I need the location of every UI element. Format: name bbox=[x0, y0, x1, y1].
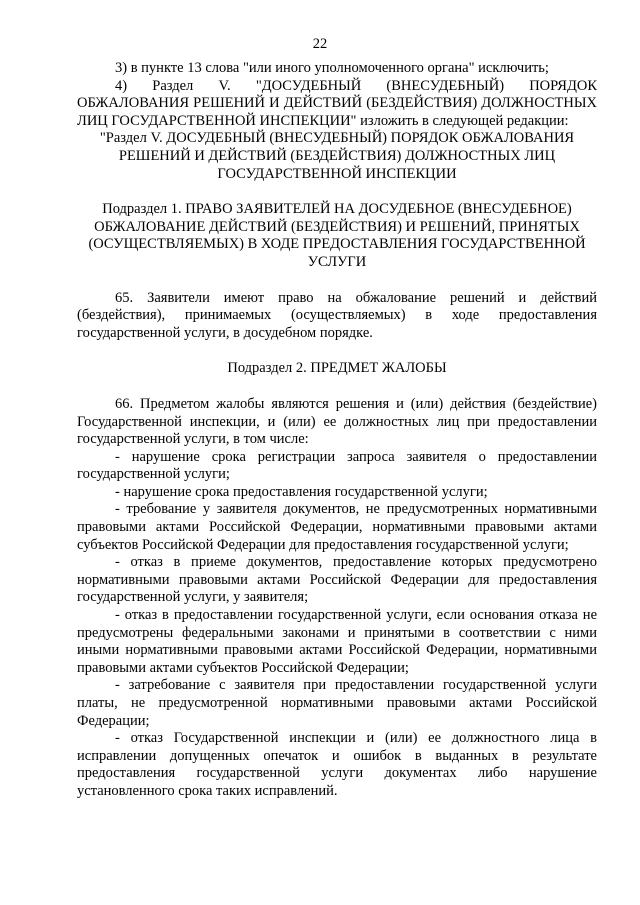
list-item: - отказ в приеме документов, предоставление которых предусмотрено нормативными правовыми актами Российской Федерации для предоставления государственной услуги, у заявителя; bbox=[77, 554, 597, 606]
list-item: - нарушение срока предоставления государственной услуги; bbox=[115, 483, 488, 500]
subsection-1-title: Подраздел 1. ПРАВО ЗАЯВИТЕЛЕЙ НА ДОСУДЕБНОЕ (ВНЕСУДЕБНОЕ) ОБЖАЛОВАНИЕ ДЕЙСТВИЙ (БЕЗДЕЙСТВИЯ) И РЕШЕНИЙ, ПРИНЯТЫХ (ОСУЩЕСТВЛЯЕМЫХ) В ХОДЕ ПРЕДОСТАВЛЕНИЯ ГОСУДАРСТВЕННОЙ УСЛУГИ bbox=[88, 201, 586, 270]
paragraph-item-4: 4) Раздел V. "ДОСУДЕБНЫЙ (ВНЕСУДЕБНЫЙ) ПОРЯДОК ОБЖАЛОВАНИЯ РЕШЕНИЙ И ДЕЙСТВИЙ (БЕЗДЕЙСТВИЯ) ДОЛЖНОСТНЫХ ЛИЦ ГОСУДАРСТВЕННОЙ ИНСПЕКЦИИ" изложить в следующей редакции: bbox=[77, 77, 597, 129]
spacer bbox=[77, 378, 597, 396]
section-title: "Раздел V. ДОСУДЕБНЫЙ (ВНЕСУДЕБНЫЙ) ПОРЯДОК ОБЖАЛОВАНИЯ РЕШЕНИЙ И ДЕЙСТВИЙ (БЕЗДЕЙСТВИЯ) ДОЛЖНОСТНЫХ ЛИЦ ГОСУДАРСТВЕННОЙ ИНСПЕКЦИИ bbox=[99, 130, 575, 182]
list-item: - требование у заявителя документов, не предусмотренных нормативными правовыми актами Российской Федерации, нормативными правовыми актами субъектов Российской Федерации для предоставления государственной услуги; bbox=[77, 501, 597, 553]
page-number: 22 bbox=[312, 36, 328, 52]
paragraph-item-3: 3) в пункте 13 слова "или иного уполномоченного органа" исключить; bbox=[115, 60, 549, 76]
list-item: - затребование с заявителя при предоставлении государственной услуги платы, не предусмотренной нормативными правовыми актами Российской Федерации; bbox=[77, 677, 597, 729]
list-item: - отказ в предоставлении государственной услуги, если основания отказа не предусмотрены федеральными законами и принятыми в соответствии с ними иными нормативными правовыми актами Российской Федерации, нормативными правовыми актами субъектов Российской Федерации; bbox=[77, 607, 597, 676]
paragraph-66: 66. Предметом жалобы являются решения и (или) действия (бездействие) Государственной инспекции, и (или) ее должностных лиц при предоставлении государственной услуги, в том числе: bbox=[77, 395, 597, 448]
spacer bbox=[77, 342, 597, 360]
list-item: - нарушение срока регистрации запроса заявителя о предоставлении государственной услуги; bbox=[77, 448, 597, 483]
subsection-2-title: Подраздел 2. ПРЕДМЕТ ЖАЛОБЫ bbox=[227, 360, 447, 377]
paragraph-65: 65. Заявители имеют право на обжалование решений и действий (бездействия), принимаемых (осуществляемых) в ходе предоставления государственной услуги, в досудебном порядке. bbox=[77, 289, 597, 341]
document-body bbox=[77, 60, 597, 801]
spacer bbox=[77, 183, 597, 201]
spacer bbox=[77, 272, 597, 290]
list-item: - отказ Государственной инспекции и (или) ее должностного лица в исправлении допущенных опечаток и ошибок в выданных в результате предоставления государственной услуги документах либо нарушение установленного срока таких исправлений. bbox=[77, 730, 597, 799]
